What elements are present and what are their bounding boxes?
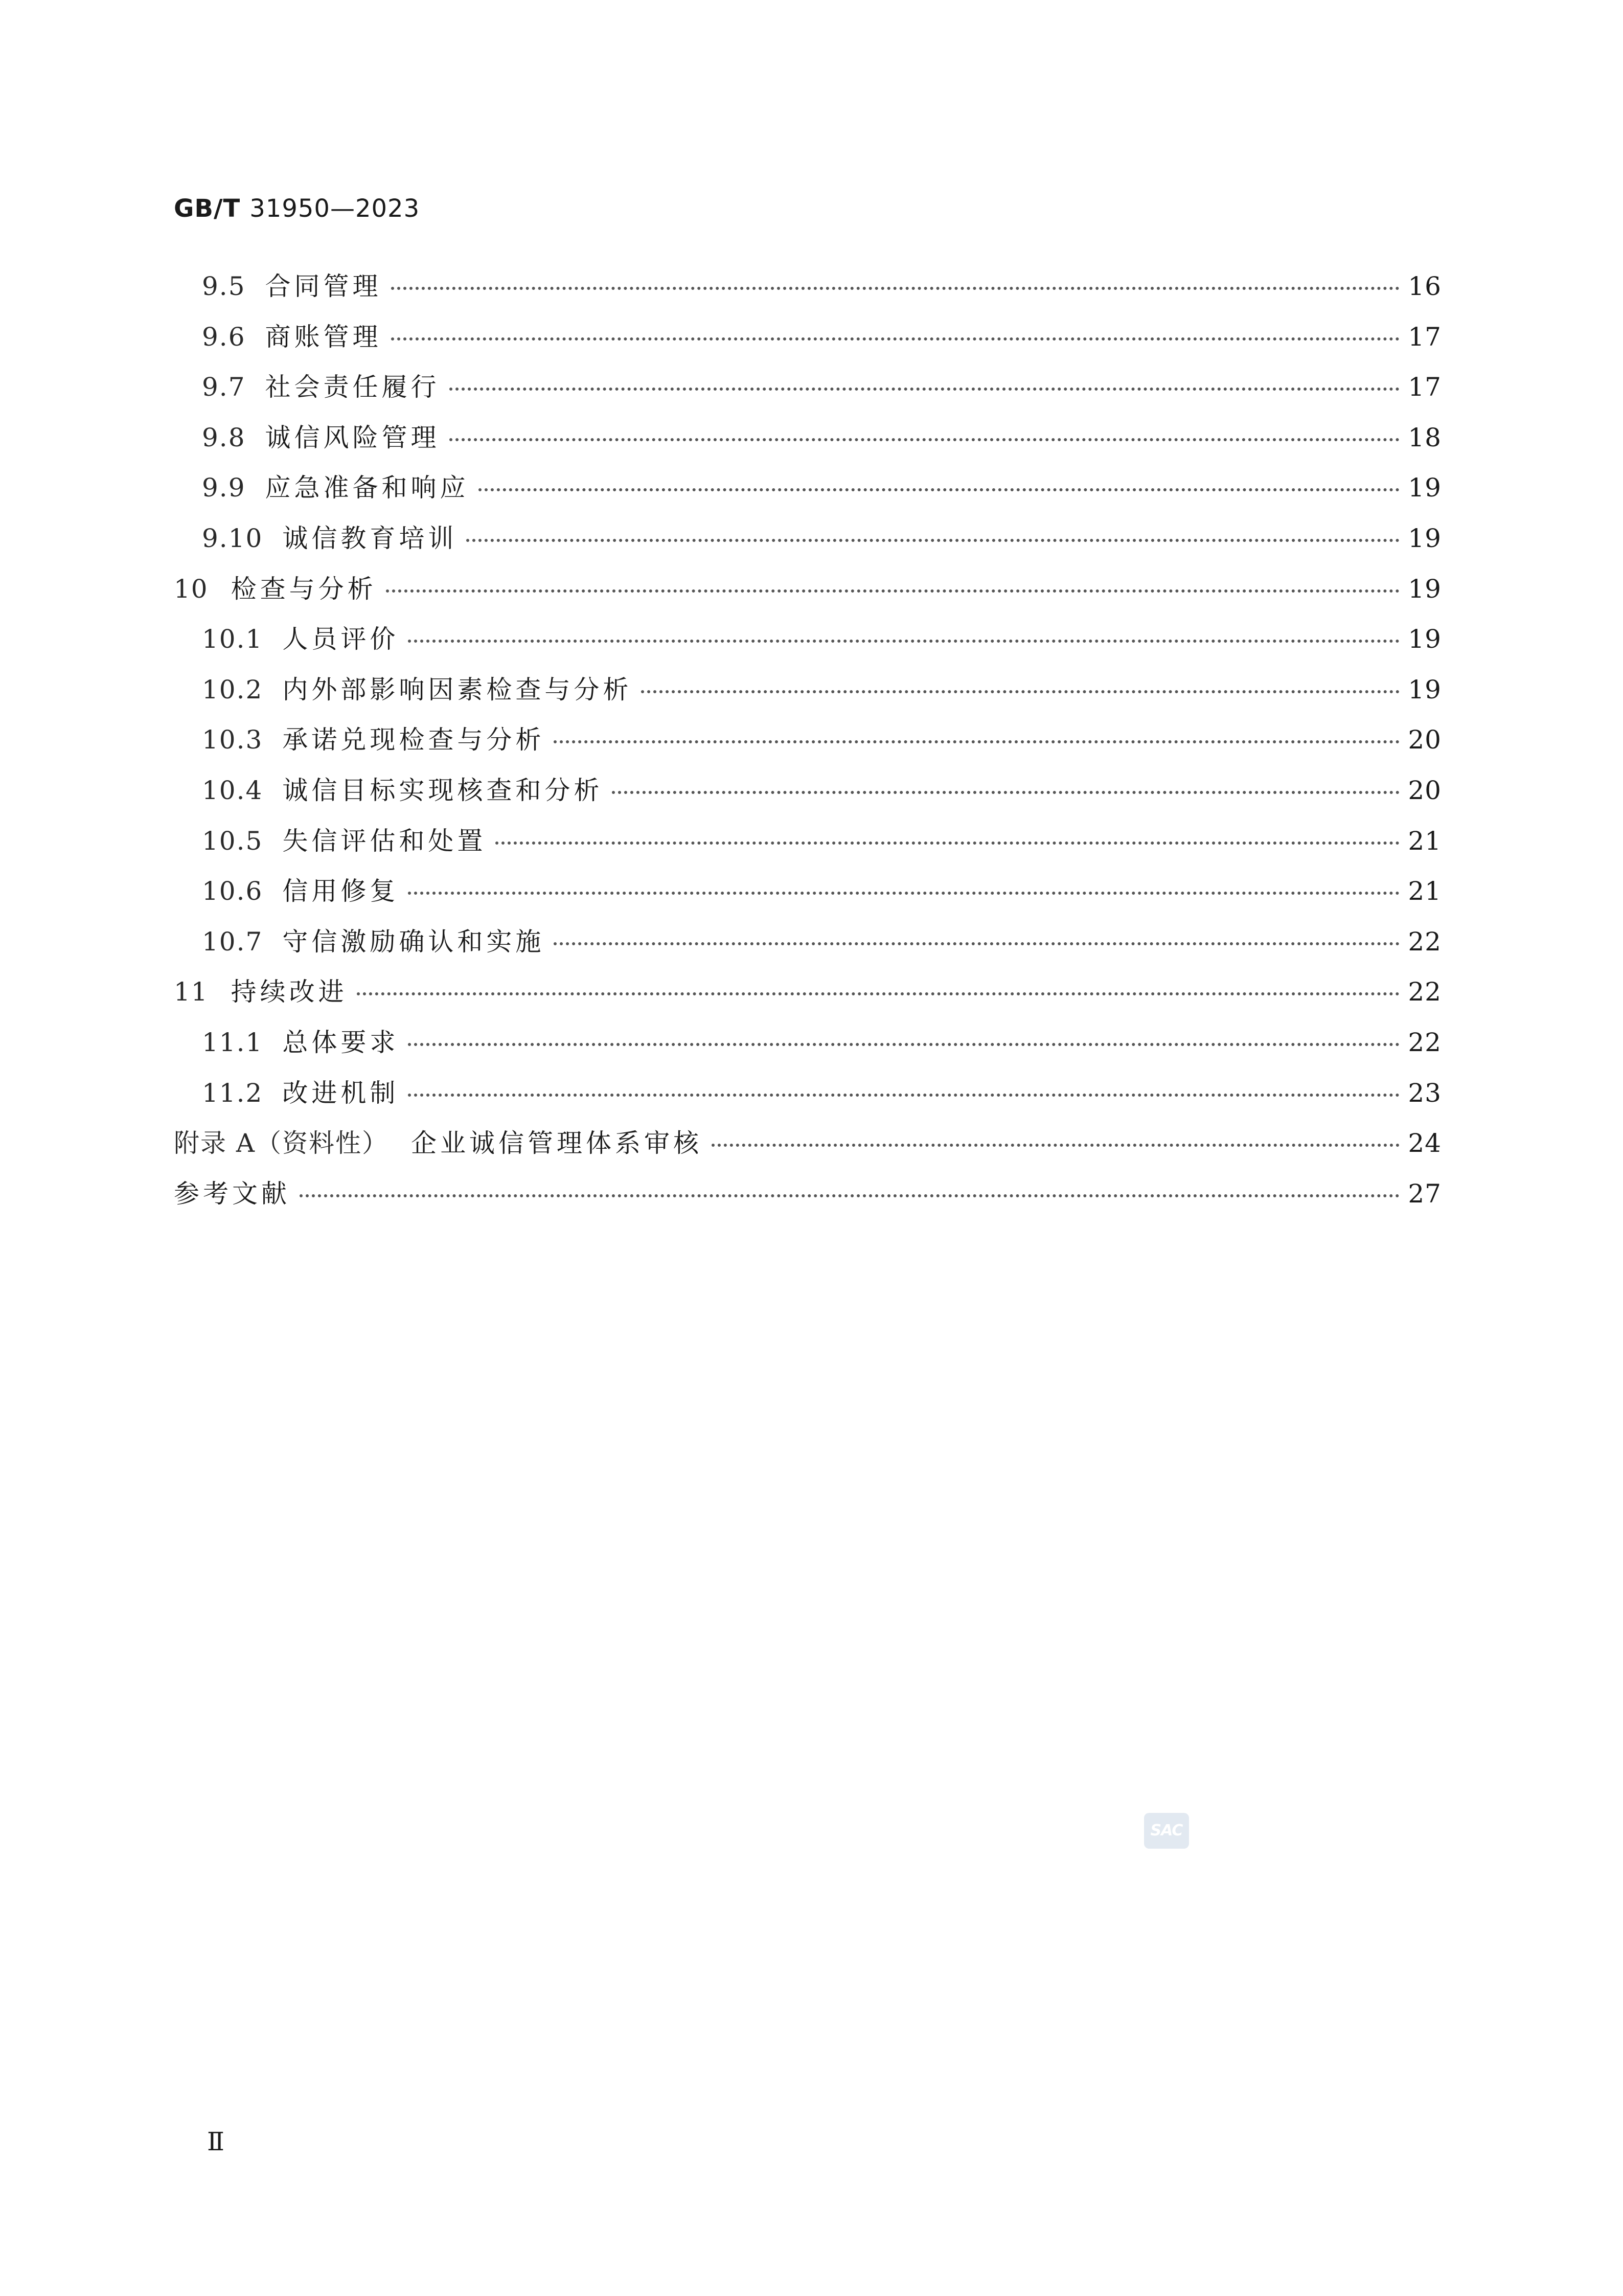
dot-leader [495,842,1400,845]
toc-entry-10-7[interactable] [174,921,1442,972]
toc-entry-title: 改进机制 [282,1078,399,1108]
dot-leader [478,488,1400,491]
toc-entry-page: 21 [1408,826,1442,856]
toc-entry-number: 10.3 [202,725,263,755]
dot-leader [408,892,1400,895]
toc-entry-page: 19 [1408,523,1442,553]
toc-entry-page: 23 [1408,1078,1442,1108]
toc-entry-9-9[interactable] [174,467,1442,518]
dot-leader [641,690,1400,693]
standard-prefix: GB/T [174,194,241,223]
toc-entry-number: 11.1 [202,1027,263,1057]
toc-entry-10-2[interactable] [174,669,1442,720]
dot-leader [408,1043,1400,1046]
toc-entry-10-5[interactable] [174,821,1442,871]
toc-entry-11-2[interactable] [174,1073,1442,1123]
toc-entry-title: 企业诚信管理体系审核 [411,1128,703,1158]
sac-watermark-logo: SAC [1144,1813,1189,1849]
toc-entry-page: 17 [1408,322,1442,352]
page-number: Ⅱ [207,2127,224,2156]
toc-entry-title: 失信评估和处置 [282,826,487,856]
toc-entry-page: 22 [1408,1027,1442,1057]
toc-entry-title: 信用修复 [282,876,399,906]
dot-leader [408,640,1400,643]
dot-leader [408,1094,1400,1097]
toc-entry-title: 商账管理 [265,322,382,352]
document-header [174,194,420,223]
toc-entry-title: 总体要求 [282,1027,399,1057]
toc-entry-number: 9.7 [202,372,246,402]
toc-entry-10-1[interactable] [174,619,1442,669]
dot-leader [466,539,1400,542]
toc-entry-page: 21 [1408,876,1442,906]
dot-leader [391,287,1400,290]
toc-entry-title: 诚信教育培训 [282,523,458,553]
toc-entry-page: 19 [1408,674,1442,704]
dot-leader [554,740,1400,743]
toc-entry-title: 守信激励确认和实施 [282,926,545,957]
dot-leader [386,589,1400,593]
toc-entry-page: 17 [1408,372,1442,402]
toc-entry-9-5[interactable] [174,266,1442,316]
dot-leader [554,942,1400,945]
toc-entry-number: 10.6 [202,876,263,906]
toc-entry-page: 18 [1408,422,1442,452]
toc-entry-9-7[interactable] [174,367,1442,417]
toc-entry-title: 社会责任履行 [265,372,440,402]
toc-entry-11-1[interactable] [174,1022,1442,1073]
dot-leader [391,337,1400,340]
toc-entry-11[interactable] [174,971,1442,1022]
dot-leader [712,1144,1400,1147]
toc-entry-title: 人员评价 [282,624,399,654]
toc-entry-number: 9.5 [202,271,246,301]
toc-entry-title: 持续改进 [231,977,348,1007]
toc-entry-page: 27 [1408,1178,1442,1209]
dot-leader [449,388,1400,391]
toc-entry-page: 19 [1408,574,1442,604]
toc-entry-number: 10.2 [202,674,263,704]
toc-entry-number: 10 [174,574,209,604]
toc-entry-title: 内外部影响因素检查与分析 [282,674,632,704]
toc-entry-page: 19 [1408,624,1442,654]
dot-leader [357,992,1400,995]
toc-entry-number: 9.9 [202,473,246,503]
dot-leader [612,791,1400,794]
toc-entry-title: 参考文献 [174,1178,290,1209]
toc-entry-number: 附录 A（资料性） [174,1128,389,1158]
toc-entry-title: 合同管理 [265,271,382,301]
toc-entry-number: 9.10 [202,523,263,553]
toc-entry-number: 9.8 [202,422,246,452]
table-of-contents [174,266,1442,1223]
toc-entry-number: 10.5 [202,826,263,856]
toc-entry-appendix-a[interactable] [174,1123,1442,1173]
toc-entry-9-6[interactable] [174,316,1442,367]
toc-entry-title: 诚信风险管理 [265,422,440,452]
toc-entry-number: 10.4 [202,775,263,805]
toc-entry-number: 10.1 [202,624,263,654]
toc-entry-number: 11 [174,977,209,1007]
toc-entry-references[interactable] [174,1173,1442,1224]
toc-entry-9-8[interactable] [174,417,1442,468]
toc-entry-page: 19 [1408,473,1442,503]
toc-entry-title: 应急准备和响应 [265,473,469,503]
toc-entry-page: 20 [1408,775,1442,805]
toc-entry-page: 16 [1408,271,1442,301]
standard-number: 31950—2023 [249,194,420,223]
toc-entry-page: 22 [1408,977,1442,1007]
toc-entry-number: 11.2 [202,1078,263,1108]
toc-entry-10[interactable] [174,569,1442,619]
toc-entry-title: 承诺兑现检查与分析 [282,725,545,755]
toc-entry-page: 24 [1408,1128,1442,1158]
dot-leader [449,438,1400,441]
toc-entry-number: 10.7 [202,926,263,957]
toc-entry-10-6[interactable] [174,871,1442,921]
toc-entry-10-3[interactable] [174,719,1442,770]
toc-entry-title: 检查与分析 [231,574,377,604]
toc-entry-10-4[interactable] [174,770,1442,821]
toc-entry-title: 诚信目标实现核查和分析 [282,775,603,805]
toc-entry-9-10[interactable] [174,518,1442,569]
toc-entry-page: 20 [1408,725,1442,755]
toc-entry-page: 22 [1408,926,1442,957]
dot-leader [300,1194,1400,1197]
toc-entry-number: 9.6 [202,322,246,352]
